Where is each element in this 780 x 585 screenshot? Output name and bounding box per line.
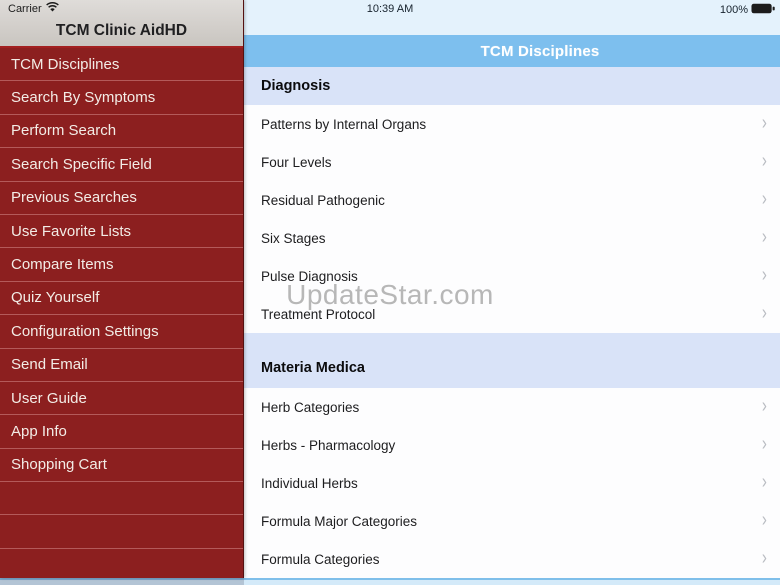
sidebar-item-user-guide[interactable]: User Guide	[0, 382, 243, 415]
list-item-label: Patterns by Internal Organs	[261, 116, 427, 132]
detail-navbar	[244, 35, 780, 67]
list-item-label: Treatment Protocol	[261, 306, 376, 322]
sidebar-item-app-info[interactable]: App Info	[0, 415, 243, 448]
chevron-right-icon: ›	[762, 302, 768, 324]
wifi-icon	[46, 2, 59, 15]
chevron-right-icon: ›	[762, 509, 768, 531]
battery-icon	[751, 3, 775, 17]
list-item-label: Residual Pathogenic	[261, 192, 385, 208]
sidebar-empty-row	[0, 515, 243, 548]
chevron-right-icon: ›	[762, 188, 768, 210]
list-item-label: Formula Major Categories	[261, 513, 418, 529]
status-time: 10:39 AM	[366, 3, 414, 15]
list-item-label: Formula Categories	[261, 551, 380, 567]
sidebar-item-search-by-symptoms[interactable]: Search By Symptoms	[0, 81, 243, 114]
sidebar-header	[0, 0, 243, 46]
sidebar-item-compare-items[interactable]: Compare Items	[0, 248, 243, 281]
list-item-patterns-by-internal-organs[interactable]	[244, 105, 780, 143]
chevron-right-icon: ›	[762, 112, 768, 134]
section-header-label: Diagnosis	[261, 78, 331, 94]
list-item-label: Six Stages	[261, 230, 326, 246]
status-bar-background	[244, 0, 780, 35]
list-item-herbs-pharmacology[interactable]	[244, 426, 780, 464]
chevron-right-icon: ›	[762, 547, 768, 569]
list-item-formula-categories[interactable]	[244, 540, 780, 578]
list-item-treatment-protocol[interactable]	[244, 295, 780, 333]
list-item-label: Herbs - Pharmacology	[261, 437, 396, 453]
sidebar-item-send-email[interactable]: Send Email	[0, 349, 243, 382]
sidebar-item-tcm-disciplines[interactable]: TCM Disciplines	[0, 48, 243, 81]
battery-percent-label: 100%	[719, 4, 748, 16]
carrier-label: Carrier	[8, 2, 42, 15]
watermark-text: UpdateStar.com	[286, 279, 494, 310]
chevron-right-icon: ›	[762, 395, 768, 417]
list-item-label: Individual Herbs	[261, 475, 358, 491]
list-item-pulse-diagnosis[interactable]	[244, 257, 780, 295]
section-header-diagnosis	[244, 67, 780, 105]
sidebar-pane	[0, 0, 244, 578]
sidebar-item-quiz-yourself[interactable]: Quiz Yourself	[0, 282, 243, 315]
chevron-right-icon: ›	[762, 150, 768, 172]
sidebar-item-configuration-settings[interactable]: Configuration Settings	[0, 315, 243, 348]
status-battery	[720, 3, 775, 17]
sidebar-menu	[0, 48, 243, 549]
status-carrier	[8, 2, 59, 15]
sidebar-item-use-favorite-lists[interactable]: Use Favorite Lists	[0, 215, 243, 248]
sidebar-empty-row	[0, 482, 243, 515]
list-item-four-levels[interactable]	[244, 143, 780, 181]
detail-nav-title: TCM Disciplines	[480, 42, 600, 60]
bottom-content-strip	[0, 578, 780, 585]
section-header-materia-medica	[244, 333, 780, 388]
sidebar-item-perform-search[interactable]: Perform Search	[0, 115, 243, 148]
chevron-right-icon: ›	[762, 471, 768, 493]
list-item-residual-pathogenic[interactable]	[244, 181, 780, 219]
list-item-six-stages[interactable]	[244, 219, 780, 257]
sidebar-title: TCM Clinic AidHD	[55, 22, 188, 39]
list-item-formula-major-categories[interactable]	[244, 502, 780, 540]
sidebar-item-search-specific-field[interactable]: Search Specific Field	[0, 148, 243, 181]
list-item-label: Pulse Diagnosis	[261, 268, 358, 284]
list-item-individual-herbs[interactable]	[244, 464, 780, 502]
sidebar-item-previous-searches[interactable]: Previous Searches	[0, 182, 243, 215]
section-header-label: Materia Medica	[261, 360, 365, 376]
chevron-right-icon: ›	[762, 264, 768, 286]
detail-pane	[244, 0, 780, 578]
list-item-label: Herb Categories	[261, 399, 360, 415]
list-item-herb-categories[interactable]	[244, 388, 780, 426]
sidebar-item-shopping-cart[interactable]: Shopping Cart	[0, 449, 243, 482]
chevron-right-icon: ›	[762, 433, 768, 455]
list-item-label: Four Levels	[261, 154, 332, 170]
bottom-strip-shade	[0, 578, 244, 585]
chevron-right-icon: ›	[762, 226, 768, 248]
